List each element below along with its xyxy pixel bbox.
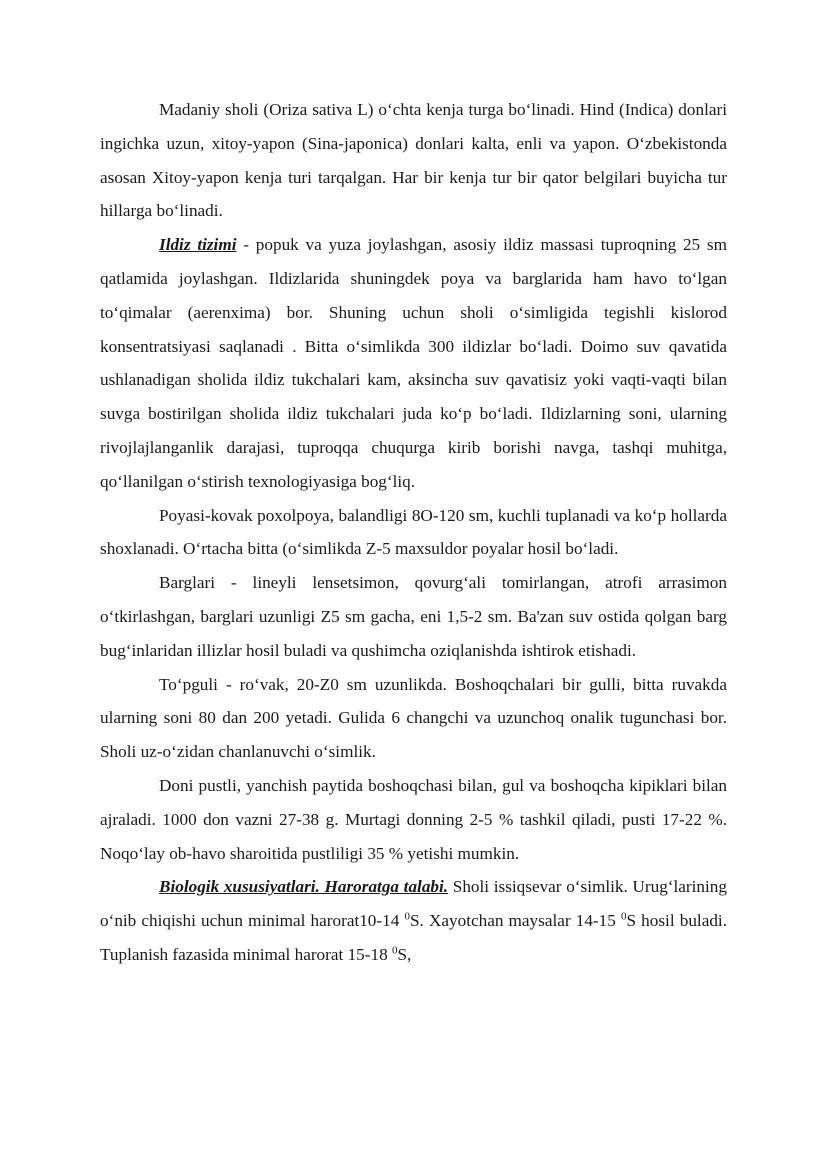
paragraph-text: S. Xayotchan maysalar 14-15 [409,911,621,931]
degree-superscript: 0 [391,944,398,957]
paragraph-biological-features [100,870,727,971]
section-heading-root-system: Ildiz tizimi [159,235,237,255]
paragraph-text: S hosil buladi. Tuplanish fazasida minimal harorat 15-18 [100,911,727,964]
paragraph-text: Poyasi-kovak poxolpoya, balandligi 8O-120 sm, kuchli tuplanadi va ko‘p hollarda shoxlanadi. O‘rtacha bitta (o‘simlikda Z-5 maxsuldor poyalar hosil bo‘ladi. [100,505,727,559]
paragraph-stem [100,499,727,567]
paragraph-text: S, [397,944,412,964]
paragraph-text: Doni pustli, yanchish paytida boshoqchasi bilan, gul va boshoqcha kipiklari bilan ajraladi. 1000 don vazni 27-38 g. Murtagi donning 2-5 % tashkil qiladi, pusti 17-22 %. Noqo‘lay ob-havo sharoitida pustliligi 35 % yetishi mumkin. [100,775,727,863]
paragraph-rice-subspecies [100,93,727,228]
section-heading-biological-features: Biologik xususiyatlari. Haroratga talabi. [159,877,449,897]
paragraph-text: To‘pguli - ro‘vak, 20-Z0 sm uzunlikda. Boshoqchalari bir gulli, bitta ruvakda ularning soni 80 dan 200 yetadi. Gulida 6 changchi va uzunchoq onalik tugunchasi bor. Sholi uz-o‘zidan chanlanuvchi o‘simlik. [100,674,727,762]
paragraph-text: Sholi issiqsevar o‘simlik. Urug‘larining o‘nib chiqishi uchun minimal harorat10-14 [100,877,727,931]
document-body [100,93,727,972]
paragraph-text: Madaniy sholi (Oriza sativa L) o‘chta kenja turga bo‘linadi. Hind (Indica) donlari ingichka uzun, xitoy-yapon (Sina-japonica) donlari kalta, enli va yapon. O‘zbekistonda asosan Xitoy-yapon kenja turi tarqalgan. Har bir kenja tur bir qator belgilari buyicha tur hillarga bo‘linadi. [100,100,727,221]
paragraph-grain [100,769,727,870]
paragraph-text: - popuk va yuza joylashgan, asosiy ildiz massasi tuproqning 25 sm qatlamida joylashgan. Ildizlarida shuningdek poya va barglarida ham havo to‘lgan to‘qimalar (aerenxima) bor. Shuning uchun sholi o‘simligida tegishli kislorod konsentratsiyasi saqlanadi . Bitta o‘simlikda 300 ildizlar bo‘ladi. Doimo suv qavatida ushlanadigan sholida ildiz tukchalari kam, aksincha suv qavatisiz yoki vaqti-vaqti bilan suvga bostirilgan sholida ildiz tukchalari juda ko‘p bo‘ladi. Ildizlarning soni, ularning rivojlajlanganlik darajasi, tuproqqa chuqurga kirib borishi navga, tashqi muhitga, qo‘llanilgan o‘stirish texnologiyasiga bog‘liq. [100,235,727,491]
paragraph-text: Barglari - lineyli lensetsimon, qovurg‘ali tomirlangan, atrofi arrasimon o‘tkirlashgan, barglari uzunligi Z5 sm gacha, eni 1,5-2 sm. Ba'zan suv ostida qolgan barg bug‘inlaridan illizlar hosil buladi va qushimcha oziqlanishda ishtirok etishadi. [100,573,727,660]
degree-superscript: 0 [404,910,410,923]
paragraph-root-system [100,228,727,498]
paragraph-leaves [100,566,727,667]
degree-superscript: 0 [620,910,627,923]
paragraph-inflorescence [100,668,727,769]
